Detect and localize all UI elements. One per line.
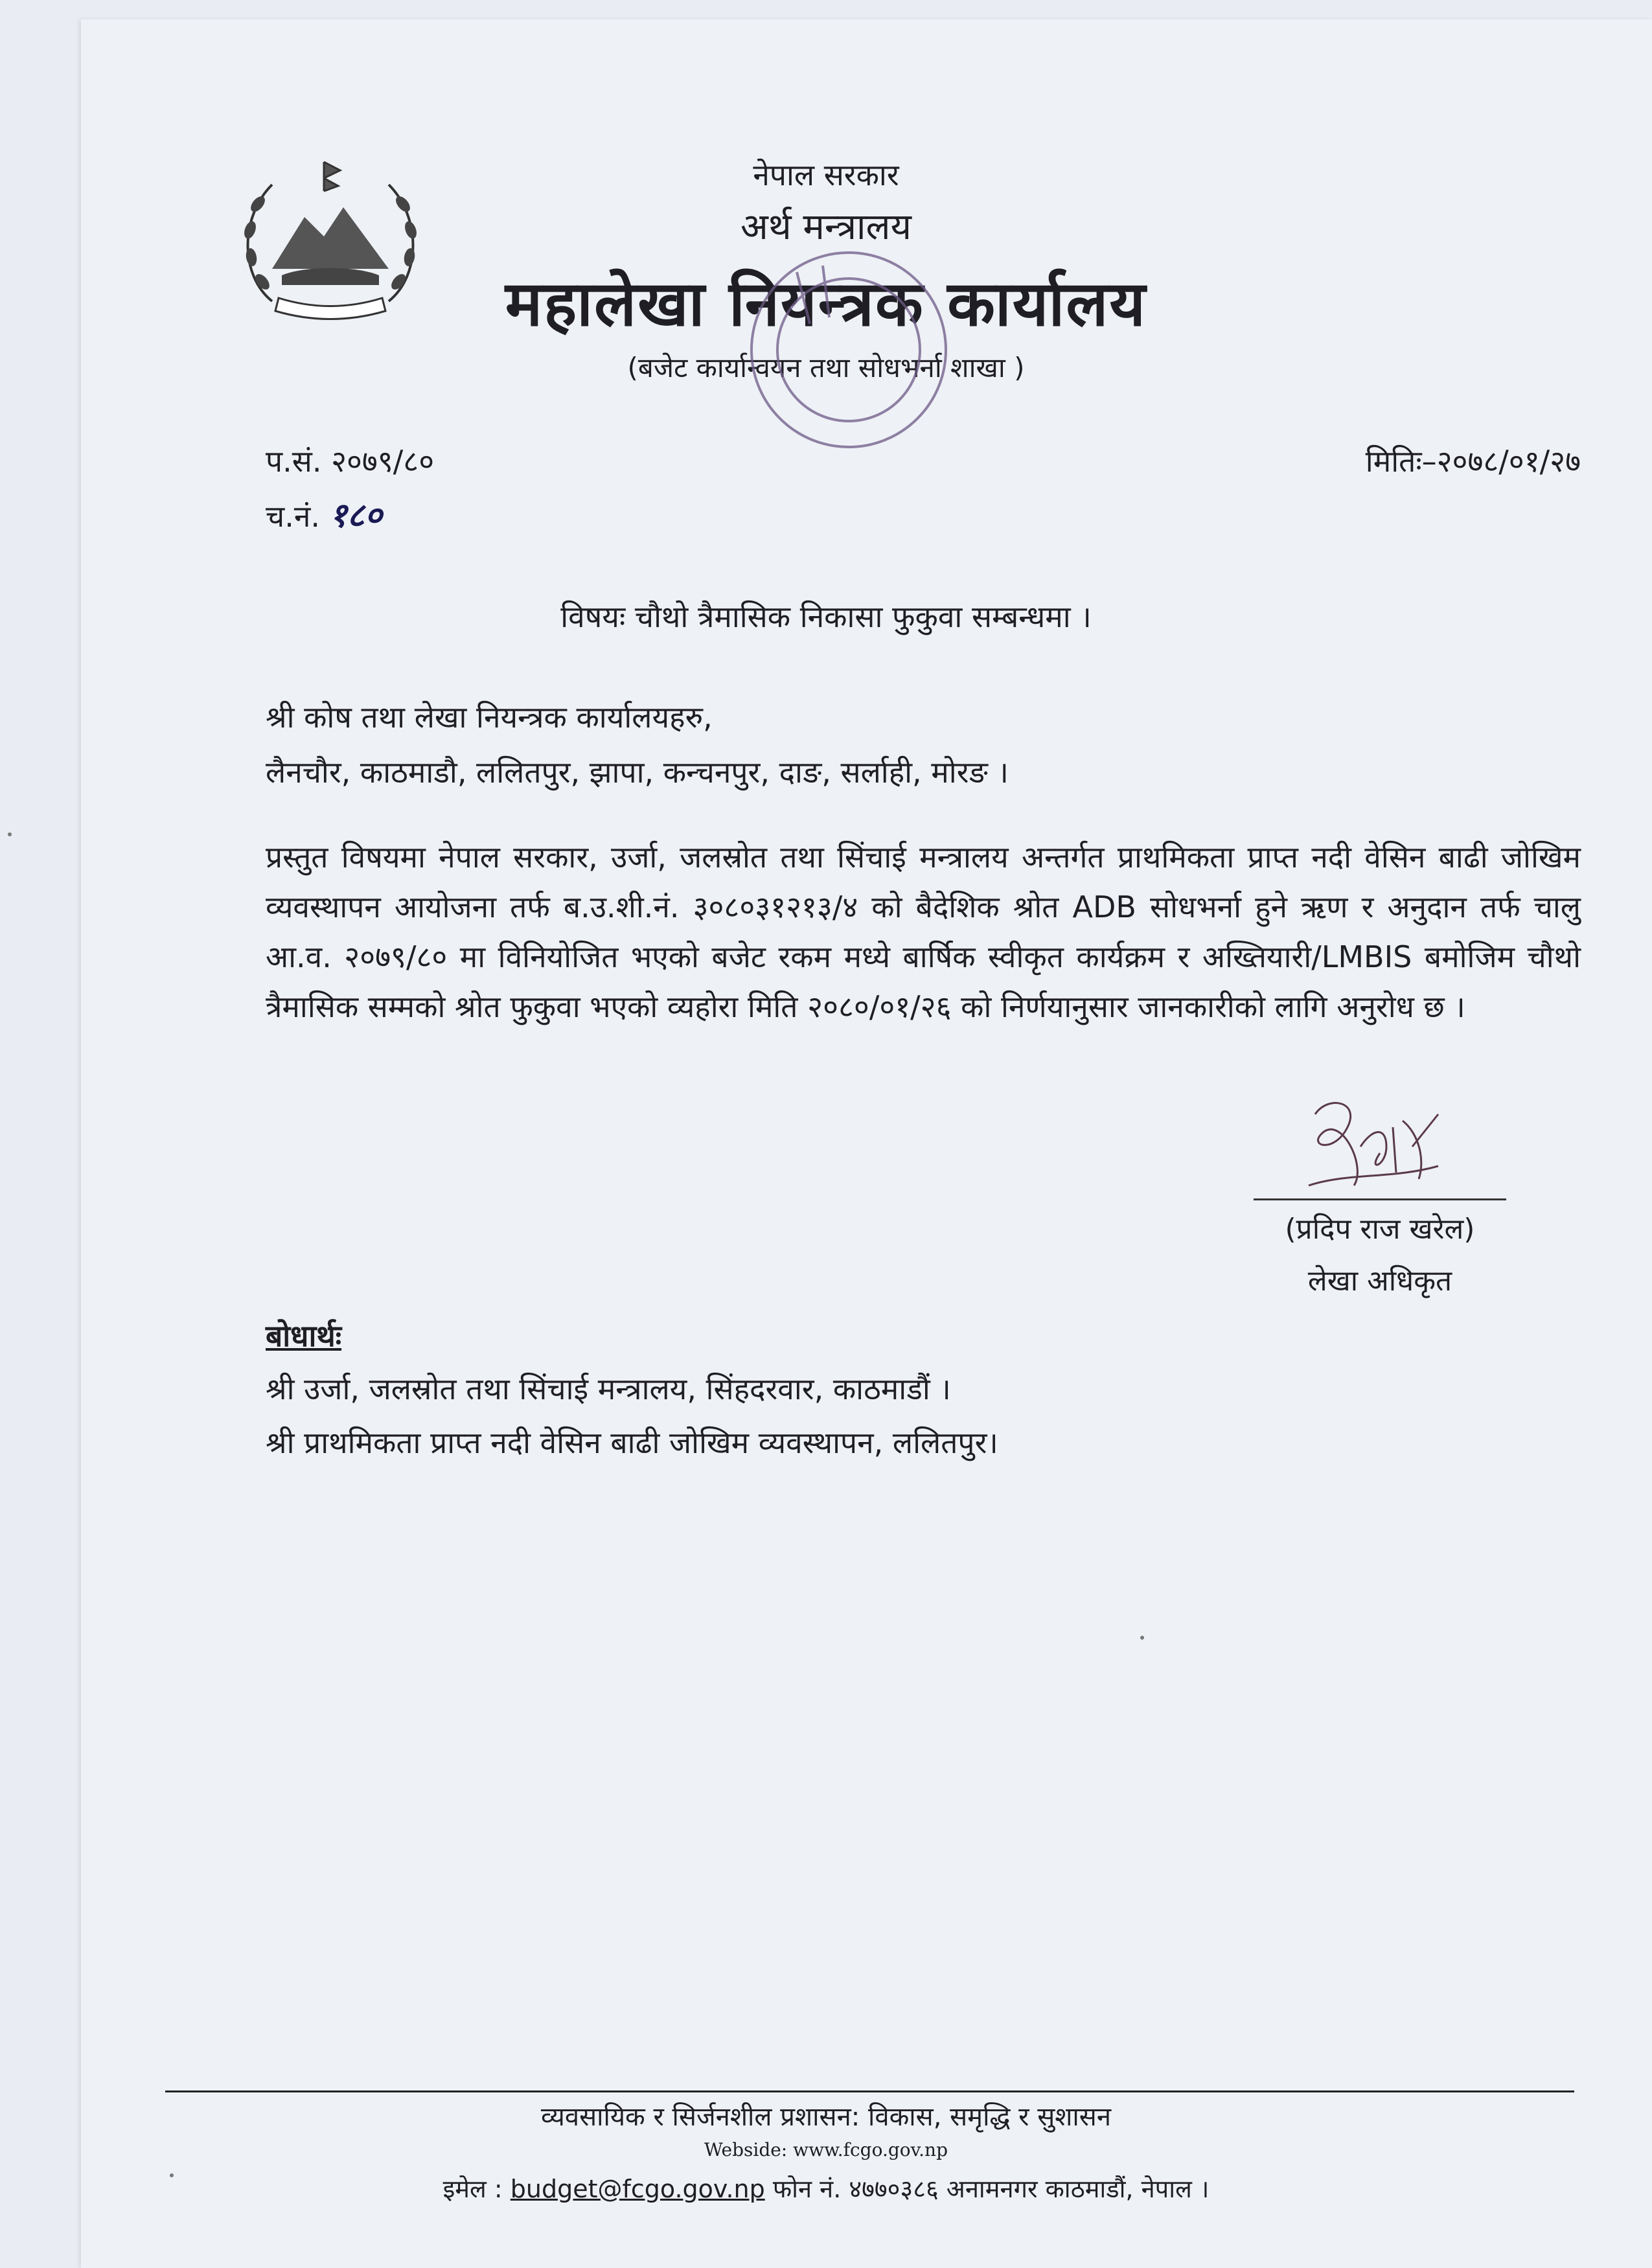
dispatch-value: १८०	[329, 496, 382, 535]
government-name: नेपाल सरकार	[753, 157, 899, 192]
office-name: महालेखा नियन्त्रक कार्यालय	[505, 268, 1147, 340]
dispatch-number	[266, 491, 382, 537]
letter-body: प्रस्तुत विषयमा नेपाल सरकार, उर्जा, जलस्रोत तथा सिंचाई मन्त्रालय अन्तर्गत प्राथमिकता प्राप्त नदी वेसिन बाढी जोखिम व्यवस्थापन आयोजना तर्फ ब.उ.शी.नं. ३०८०३१२१३/४ को बैदेशिक श्रोत ADB सोधभर्ना हुने ऋण र अनुदान तर्फ चालु आ.व. २०७९/८० मा विनियोजित भएको बजेट रकम मध्ये बार्षिक स्वीकृत कार्यक्रम र अख्तियारी/LMBIS बमोजिम चौथो त्रैमासिक सम्मको श्रोत फुकुवा भएको व्यहोरा मिति २०८०/०१/२६ को निर्णयानुसार जानकारीको लागि अनुरोध छ ।	[266, 840, 1581, 1024]
footer-motto: व्यवसायिक र सिर्जनशील प्रशासन: विकास, समृद्धि र सुशासन	[540, 2102, 1112, 2132]
footer-website: Webside: www.fcgo.gov.np	[704, 2139, 948, 2160]
dispatch-label: च.नं.	[266, 499, 320, 534]
cc-heading: बोधार्थः	[266, 1318, 342, 1353]
email-label: इमेल :	[442, 2175, 503, 2203]
recipient-line-2: लैनचौर, काठमाडौ, ललितपुर, झापा, कन्चनपुर, दाङ, सर्लाही, मोरङ ।	[266, 755, 1009, 790]
email-link[interactable]: budget@fcgo.gov.np	[510, 2175, 765, 2203]
handwritten-signature-icon	[1289, 1088, 1458, 1211]
branch-name: (बजेट कार्यान्वयन तथा सोधभर्ना शाखा )	[627, 352, 1025, 384]
recipient-line-1: श्री कोष तथा लेखा नियन्त्रक कार्यालयहरु,	[266, 700, 713, 735]
footer-divider	[165, 2090, 1574, 2092]
letter-date: मितिः–२०७८/०१/२७	[1365, 444, 1581, 479]
signatory-title: लेखा अधिकृत	[1307, 1265, 1452, 1298]
reference-number: प.सं. २०७९/८०	[266, 444, 435, 479]
signature-line	[1254, 1198, 1506, 1200]
cc-item: श्री प्राथमिकता प्राप्त नदी वेसिन बाढी जोखिम व्यवस्थापन, ललितपुर।	[266, 1425, 998, 1460]
footer-contact	[0, 2171, 1652, 2205]
letter-subject: विषयः चौथो त्रैमासिक निकासा फुकुवा सम्बन्धमा ।	[560, 599, 1092, 634]
phone-address: फोन नं. ४७७०३८६ अनामनगर काठमाडौं, नेपाल ।	[772, 2175, 1210, 2203]
scan-speck	[8, 832, 12, 836]
cc-item: श्री उर्जा, जलस्रोत तथा सिंचाई मन्त्रालय, सिंहदरवार, काठमाडौं ।	[266, 1371, 951, 1406]
scan-speck	[170, 2173, 174, 2177]
scan-speck	[1140, 1636, 1144, 1640]
office-round-stamp-icon	[719, 233, 978, 466]
ministry-name: अर्थ मन्त्रालय	[740, 206, 912, 248]
signatory-name: (प्रदिप राज खरेल)	[1285, 1213, 1475, 1246]
